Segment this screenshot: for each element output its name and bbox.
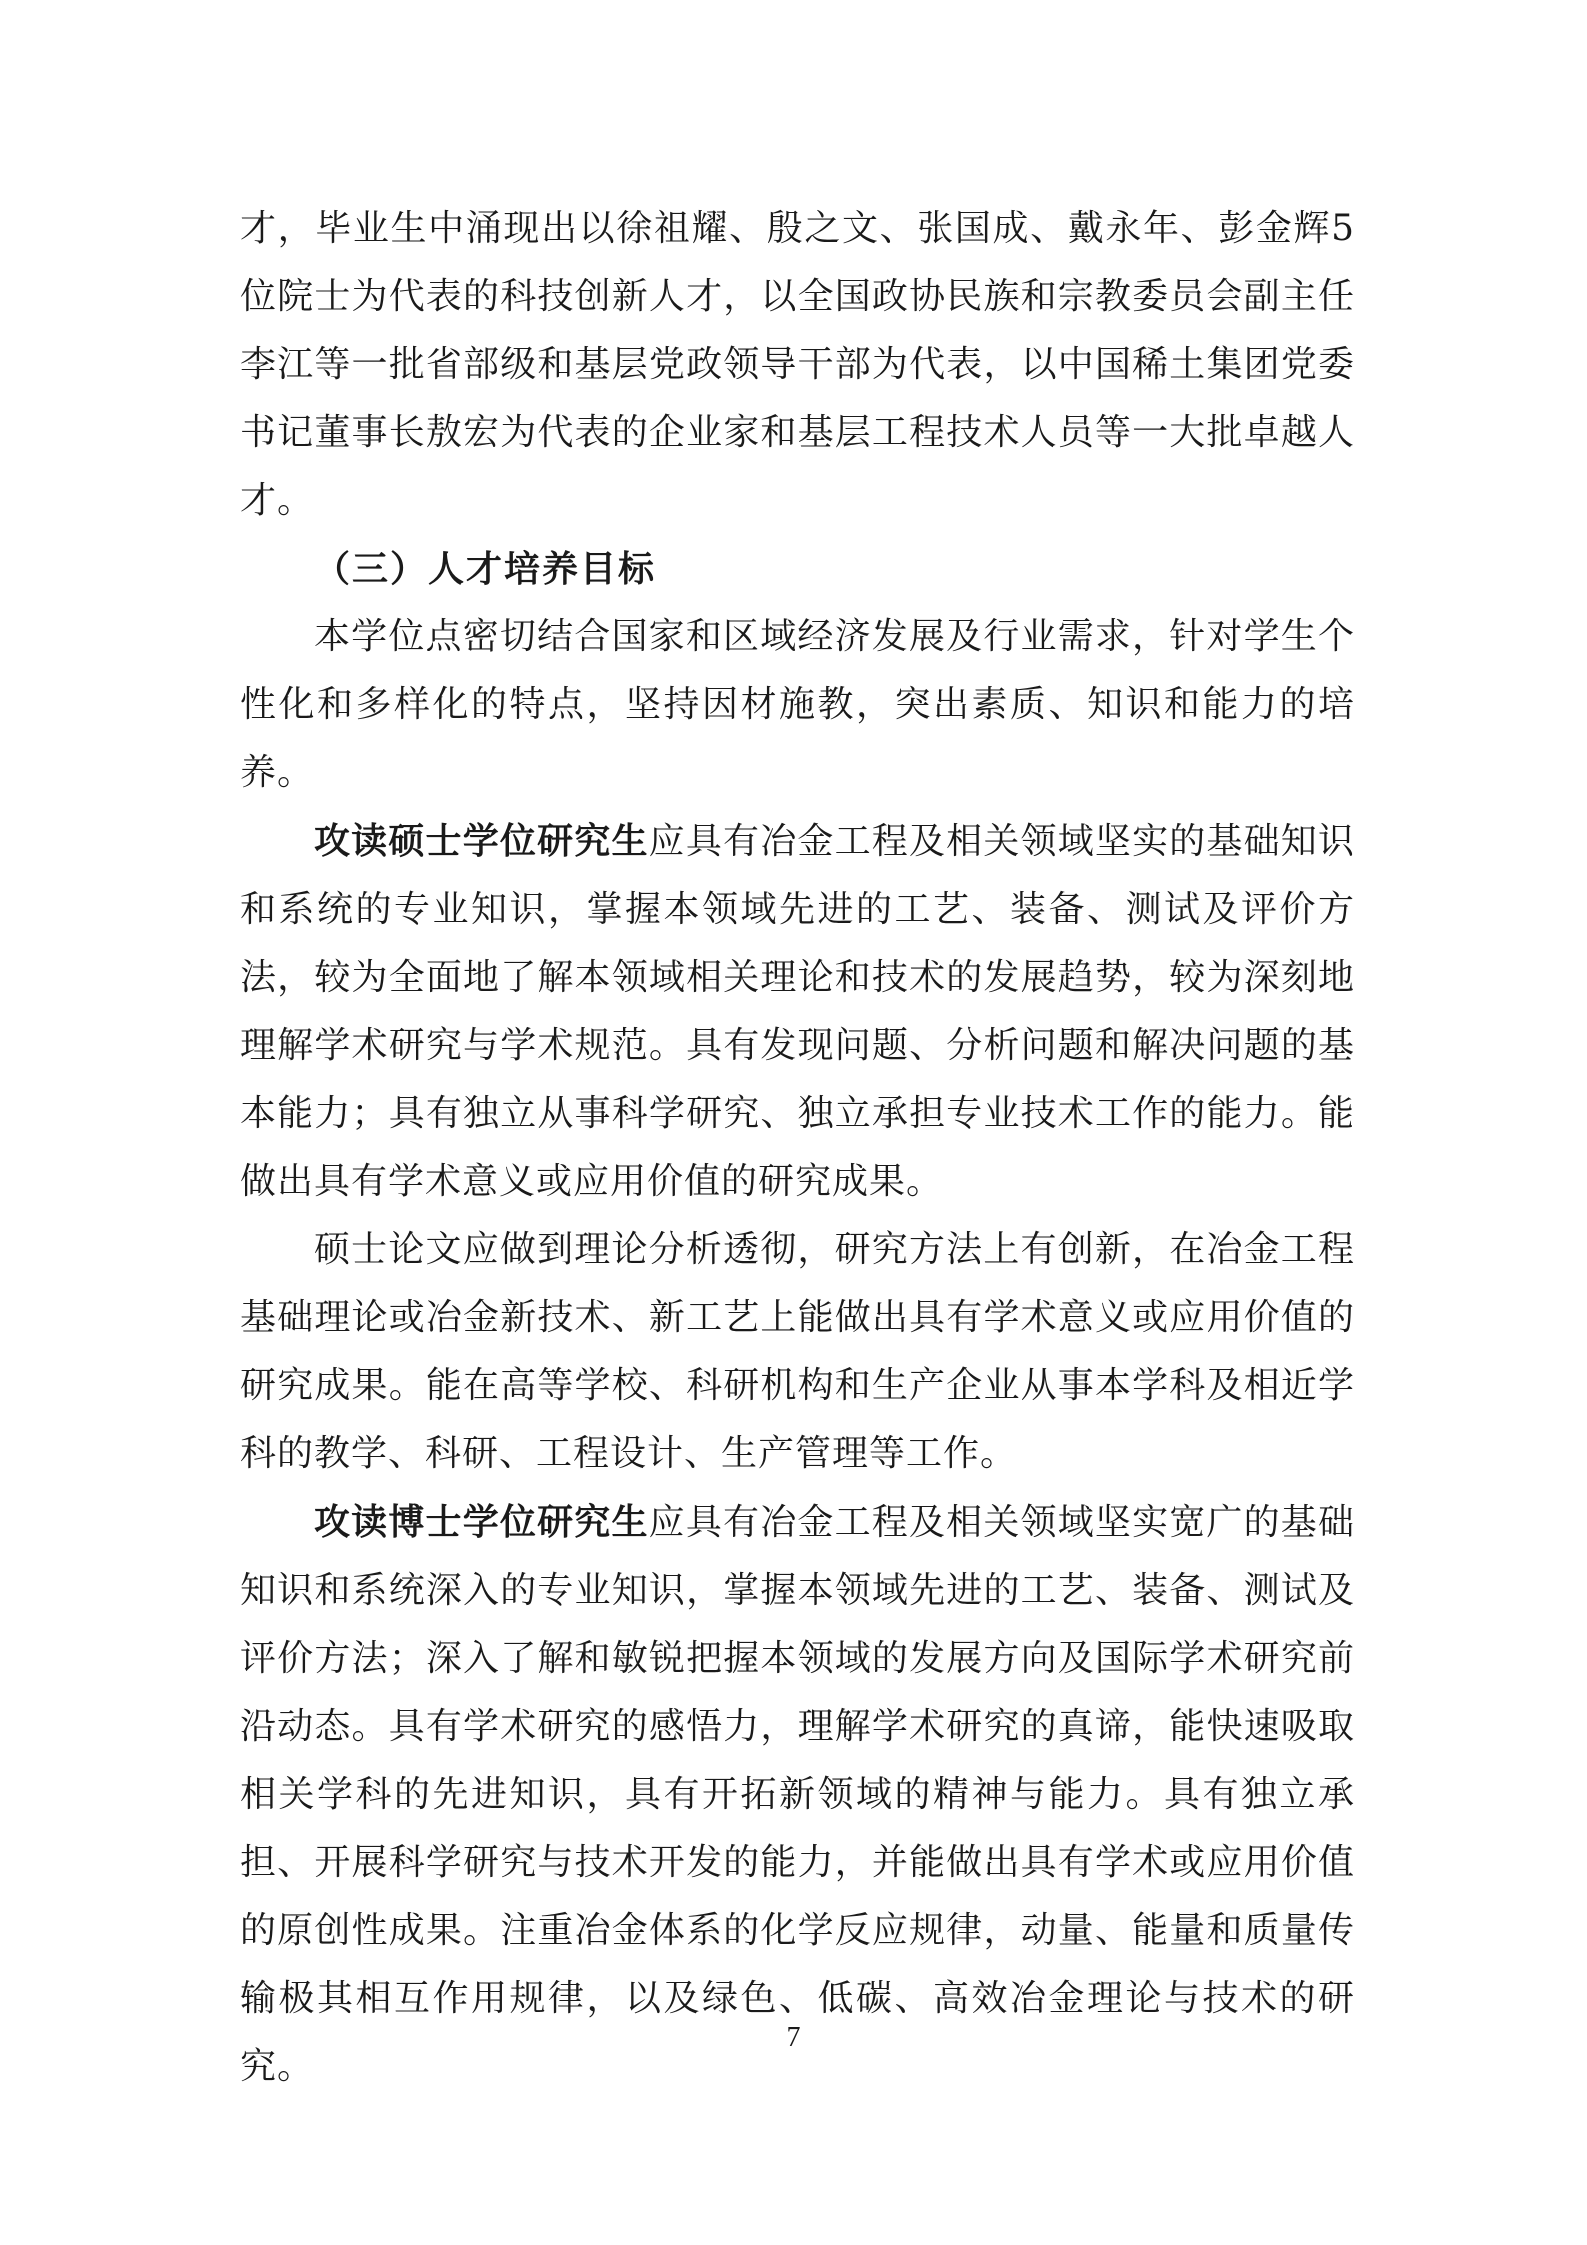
intro-paragraph: 本学位点密切结合国家和区域经济发展及行业需求，针对学生个性化和多样化的特点，坚持因材施教，突出素质、知识和能力的培养。 (240, 616, 1355, 793)
page-body (240, 195, 1355, 2101)
section-heading: （三）人才培养目标 (314, 548, 657, 590)
masters-lead: 攻读硕士学位研究生 (314, 820, 649, 862)
doctoral-lead: 攻读博士学位研究生 (314, 1501, 649, 1543)
masters-paragraph (240, 807, 1355, 1216)
page-number: 7 (786, 2022, 801, 2053)
doctoral-paragraph (240, 1488, 1355, 2101)
continuation-paragraph: 才，毕业生中涌现出以徐祖耀、殷之文、张国成、戴永年、彭金辉5位院士为代表的科技创新人才，以全国政协民族和宗教委员会副主任李江等一批省部级和基层党政领导干部为代表，以中国稀土集团党委书记董事长敖宏为代表的企业家和基层工程技术人员等一大批卓越人才。 (240, 208, 1355, 521)
masters-body: 应具有冶金工程及相关领域坚实的基础知识和系统的专业知识，掌握本领域先进的工艺、装备、测试及评价方法，较为全面地了解本领域相关理论和技术的发展趋势，较为深刻地理解学术研究与学术规范。具有发现问题、分析问题和解决问题的基本能力；具有独立从事科学研究、独立承担专业技术工作的能力。能做出具有学术意义或应用价值的研究成果。 (240, 821, 1355, 1202)
masters-thesis-paragraph: 硕士论文应做到理论分析透彻，研究方法上有创新，在冶金工程基础理论或冶金新技术、新工艺上能做出具有学术意义或应用价值的研究成果。能在高等学校、科研机构和生产企业从事本学科及相近学科的教学、科研、工程设计、生产管理等工作。 (240, 1229, 1355, 1474)
doctoral-body: 应具有冶金工程及相关领域坚实宽广的基础知识和系统深入的专业知识，掌握本领域先进的工艺、装备、测试及评价方法；深入了解和敏锐把握本领域的发展方向及国际学术研究前沿动态。具有学术研究的感悟力，理解学术研究的真谛，能快速吸取相关学科的先进知识，具有开拓新领域的精神与能力。具有独立承担、开展科学研究与技术开发的能力，并能做出具有学术或应用价值的原创性成果。注重冶金体系的化学反应规律，动量、能量和质量传输极其相互作用规律，以及绿色、低碳、高效冶金理论与技术的研究。 (240, 1502, 1355, 2087)
